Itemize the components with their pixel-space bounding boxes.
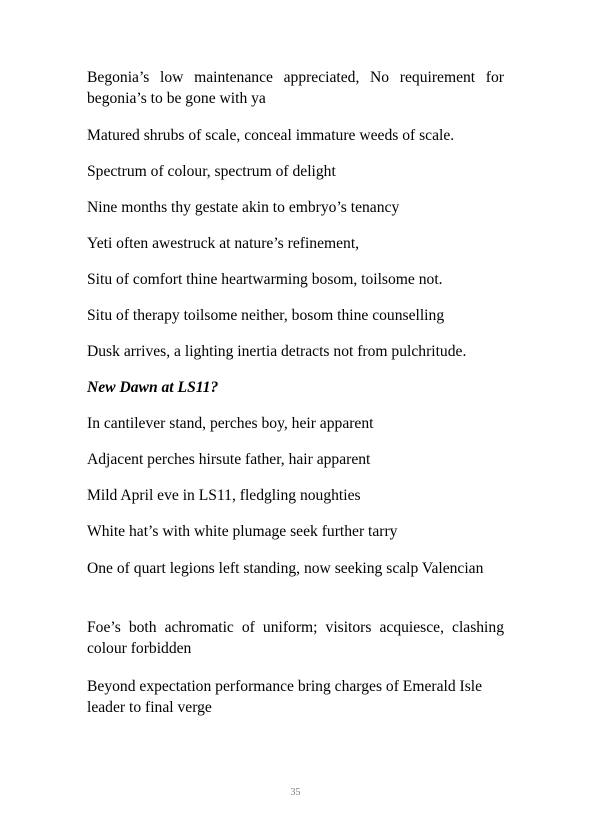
verse-line-situ-comfort: Situ of comfort thine heartwarming bosom, toilsome not.: [87, 271, 443, 288]
verse-line-yeti: Yeti often awestruck at nature’s refinement,: [87, 235, 360, 252]
page-number: 35: [290, 787, 301, 798]
verse-line-mild-april: Mild April eve in LS11, fledgling noughties: [87, 487, 361, 504]
section-heading: New Dawn at LS11?: [87, 379, 219, 396]
verse-line-shrubs: Matured shrubs of scale, conceal immature weeds of scale.: [87, 127, 455, 144]
verse-line-situ-therapy: Situ of therapy toilsome neither, bosom thine counselling: [87, 307, 445, 324]
verse-line-nine-months: Nine months thy gestate akin to embryo’s tenancy: [87, 199, 400, 216]
verse-line-adjacent: Adjacent perches hirsute father, hair apparent: [87, 451, 371, 468]
verse-line-dusk: Dusk arrives, a lighting inertia detracts not from pulchritude.: [87, 343, 467, 360]
verse-line-beyond: Beyond expectation performance bring charges of Emerald Isle leader to final verge: [87, 678, 483, 716]
verse-line-spectrum: Spectrum of colour, spectrum of delight: [87, 163, 336, 180]
verse-line-white-hat: White hat’s with white plumage seek further tarry: [87, 523, 398, 540]
verse-line-begonia: Begonia’s low maintenance appreciated, No requirement for begonia’s to be gone with ya: [87, 69, 504, 107]
verse-line-foe: Foe’s both achromatic of uniform; visitors acquiesce, clashing colour forbidden: [87, 619, 504, 657]
verse-line-cantilever: In cantilever stand, perches boy, heir apparent: [87, 415, 374, 432]
verse-line-quart-legions: One of quart legions left standing, now seeking scalp Valencian: [87, 560, 484, 577]
